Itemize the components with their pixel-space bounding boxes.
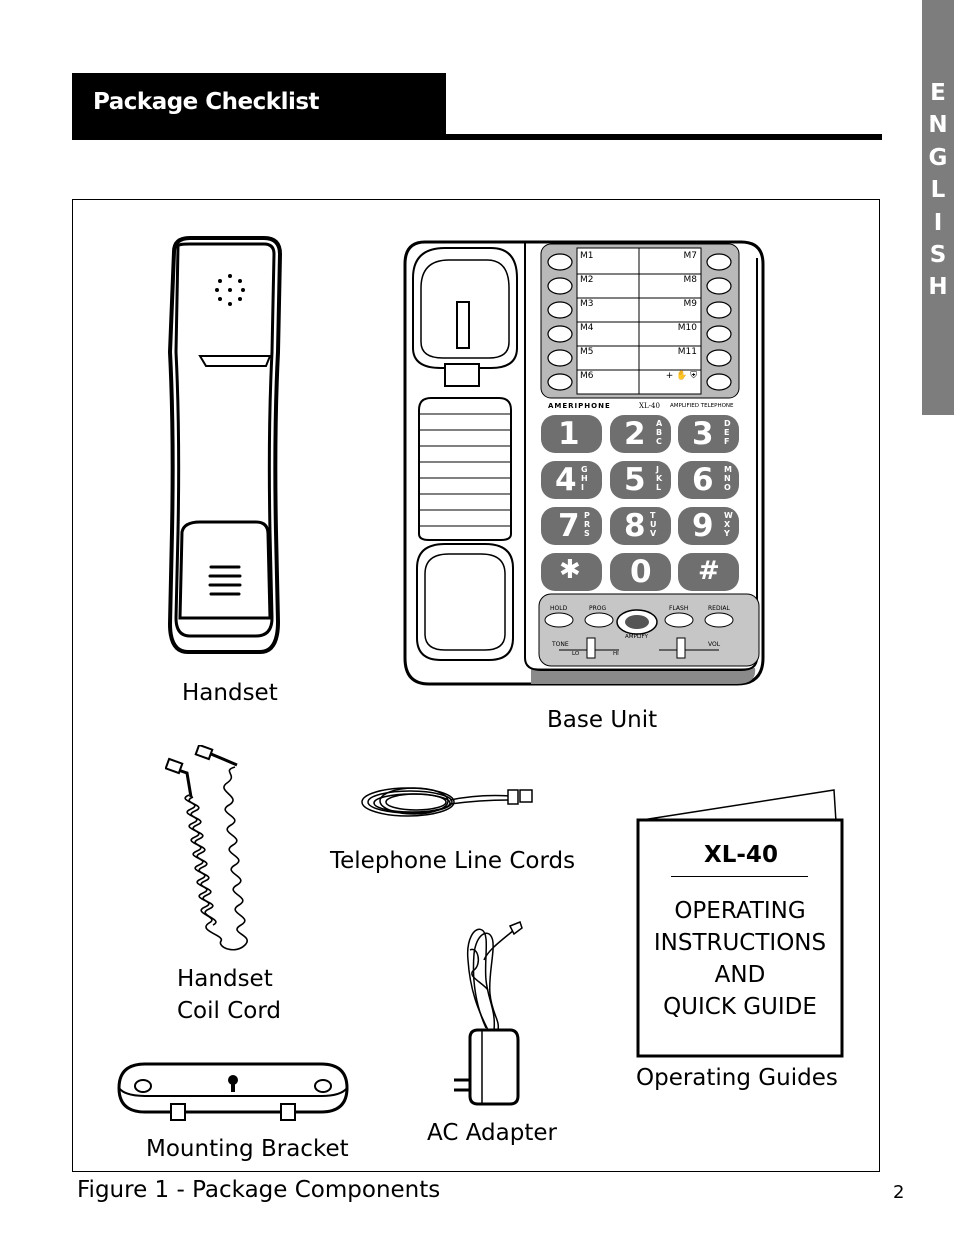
key-letters: WXY: [724, 511, 733, 538]
memory-label: M4: [580, 323, 594, 333]
key-1: [541, 415, 602, 453]
manual-title: XL-40: [704, 842, 778, 868]
base-unit-label: Base Unit: [547, 707, 658, 733]
handset-label: Handset: [182, 680, 278, 706]
key-letters: MNO: [724, 465, 732, 492]
key-3: [678, 415, 739, 453]
key-star: [541, 553, 602, 591]
key-9: [678, 507, 739, 545]
memory-label: M11: [677, 347, 697, 357]
amplify-label: AMPLIFY: [625, 634, 649, 640]
language-tab: [922, 0, 954, 415]
key-digit: 3: [692, 416, 714, 452]
vol-label: VOL: [708, 641, 721, 648]
flash-label: FLASH: [669, 605, 689, 612]
section-title: Package Checklist: [93, 89, 320, 115]
key-letters: ABC: [656, 419, 663, 446]
ac-adapter-label: AC Adapter: [427, 1120, 557, 1146]
coil-cord-illustration: [165, 745, 265, 960]
ac-adapter-illustration: [448, 920, 528, 1108]
key-letters: GHI: [581, 465, 588, 492]
mounting-bracket-label: Mounting Bracket: [146, 1136, 349, 1162]
key-7: [541, 507, 602, 545]
key-letters: PRS: [584, 511, 591, 538]
memory-label: M9: [683, 299, 697, 309]
key-digit: ✱: [559, 555, 581, 585]
keypad: [541, 415, 741, 591]
key-digit: 8: [624, 508, 646, 544]
language-letter: G: [928, 144, 948, 171]
manual-cover-text: OPERATING INSTRUCTIONS AND QUICK GUIDE: [653, 898, 827, 1020]
key-letters: TUV: [650, 511, 657, 538]
memory-label: M1: [580, 251, 594, 261]
manual-title-rule: [671, 876, 808, 877]
model-description: AMPLIFIED TELEPHONE: [670, 403, 734, 409]
memory-label: M5: [580, 347, 594, 357]
model-label: XL-40: [639, 402, 660, 410]
key-digit: 1: [558, 416, 580, 452]
language-letter: L: [930, 177, 946, 204]
redial-label: REDIAL: [708, 605, 730, 612]
language-letter: N: [928, 112, 948, 139]
key-digit: 4: [555, 462, 577, 498]
key-digit: 9: [692, 508, 714, 544]
brand-logo: AMERIPHONE: [548, 402, 611, 410]
key-5: [610, 461, 671, 499]
key-hash: [678, 553, 739, 591]
language-letter: E: [930, 80, 946, 106]
coil-cord-label: Handset Coil Cord: [177, 966, 282, 1024]
language-letter: I: [933, 209, 943, 236]
figure-caption: Figure 1 - Package Components: [77, 1177, 441, 1203]
header-rule: [72, 134, 882, 140]
prog-label: PROG: [589, 605, 607, 612]
key-digit: 0: [630, 554, 652, 590]
memory-label: M7: [683, 251, 697, 261]
key-6: [678, 461, 739, 499]
tone-label: TONE: [552, 641, 569, 648]
key-digit: #: [698, 556, 720, 586]
line-cords-label: Telephone Line Cords: [330, 848, 576, 874]
language-tab-letters: [922, 77, 954, 304]
key-8: [610, 507, 671, 545]
key-digit: 6: [692, 462, 714, 498]
memory-label: M2: [580, 275, 594, 285]
memory-label: M10: [677, 323, 697, 333]
key-0: [610, 553, 671, 591]
key-4: [541, 461, 602, 499]
key-letters: JKL: [656, 465, 663, 492]
page-number: 2: [893, 1182, 905, 1203]
memory-label: M6: [580, 371, 594, 381]
key-letters: DEF: [724, 419, 731, 446]
mounting-bracket-illustration: [115, 1060, 351, 1126]
line-cords-illustration: [360, 780, 536, 825]
hold-label: HOLD: [550, 605, 568, 612]
language-letter: S: [929, 242, 947, 269]
key-digit: 2: [624, 416, 646, 452]
key-2: [610, 415, 671, 453]
memory-label: M8: [683, 275, 697, 285]
tone-lo-label: LO: [572, 651, 580, 657]
key-digit: 7: [558, 508, 580, 544]
operating-guides-label: Operating Guides: [636, 1065, 838, 1091]
memory-label: + ✋ ⛨: [665, 371, 697, 381]
language-letter: H: [928, 274, 948, 301]
tone-hi-label: HI: [613, 651, 619, 657]
key-digit: 5: [624, 462, 646, 498]
handset-illustration: [160, 232, 290, 662]
memory-label: M3: [580, 299, 594, 309]
